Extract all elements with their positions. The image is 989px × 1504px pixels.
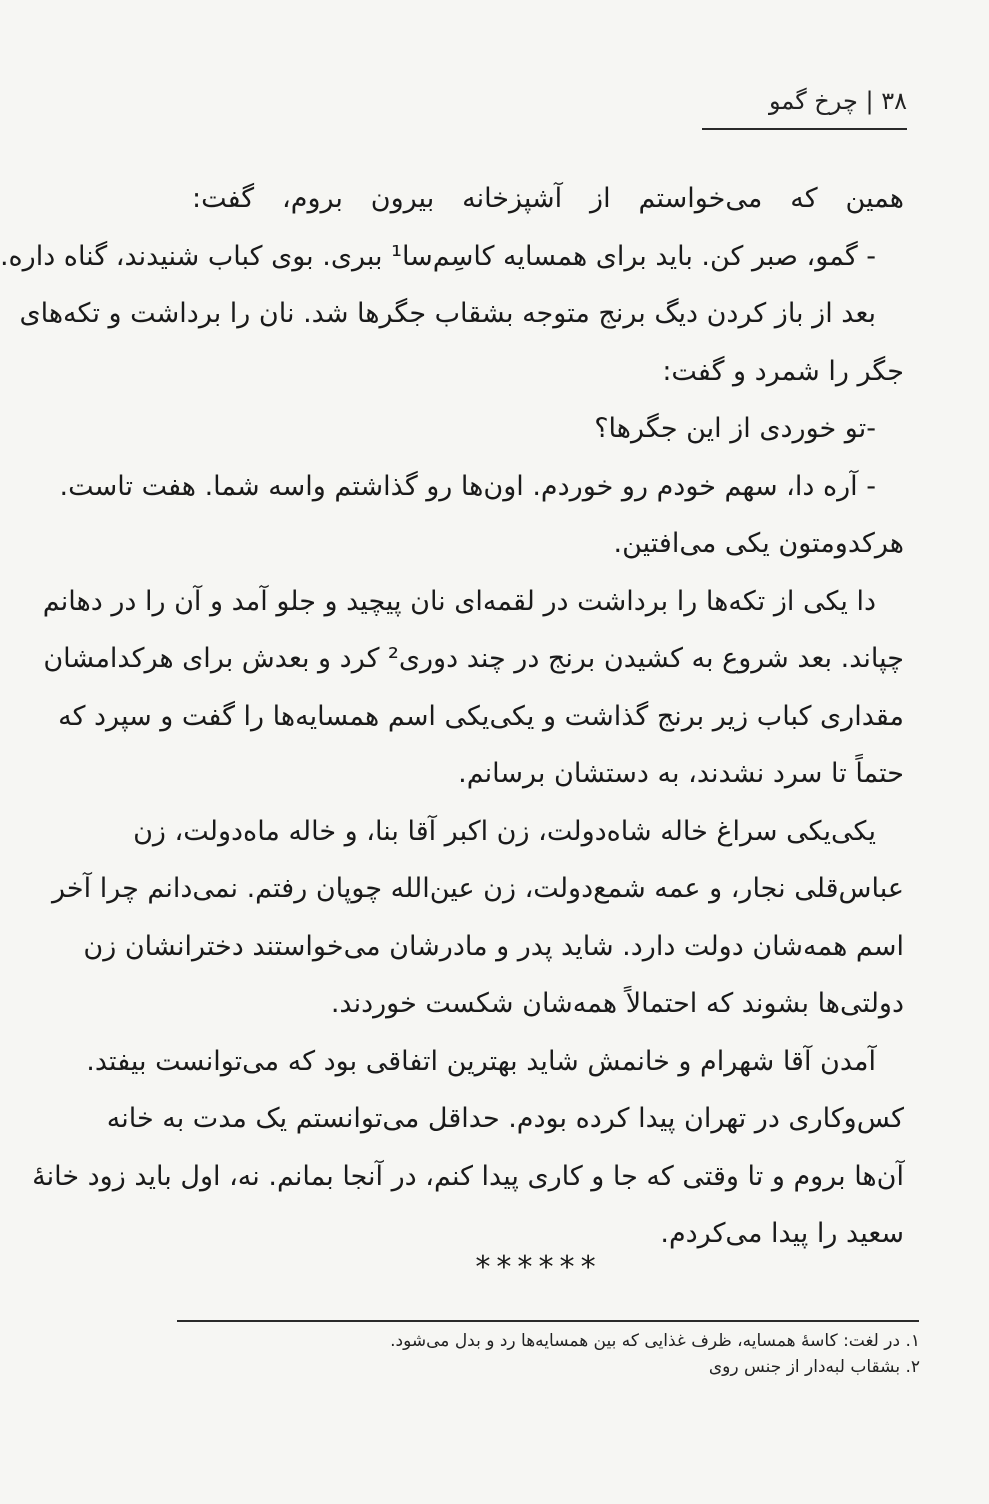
footnote-divider: [177, 1320, 919, 1322]
text-line: بعد از باز کردن دیگ برنج متوجه بشقاب جگرها شد. نان را برداشت و تکه‌های: [19, 298, 876, 329]
text-line: سعید را پیدا می‌کردم.: [660, 1218, 904, 1249]
text-line: همین که می‌خواستم از آشپزخانه بیرون بروم، گفت:: [192, 183, 904, 214]
text-line: عباس‌قلی نجار، و عمه شمع‌دولت، زن عین‌الله چوپان رفتم. نمی‌دانم چرا آخر: [52, 873, 904, 904]
text-line: حتماً تا سرد نشدند، به دستشان برسانم.: [458, 758, 904, 789]
text-line: دا یکی از تکه‌ها را برداشت در لقمه‌ای نان پیچید و جلو آمد و آن را در دهانم: [42, 585, 876, 617]
text-line: چپاند. بعد شروع به کشیدن برنج در چند دوری² کرد و بعدش برای هرکدامشان: [43, 643, 904, 674]
text-line: -تو خوردی از این جگرها؟: [594, 413, 876, 444]
footnote-2: ۲. بشقاب لبه‌دار از جنس روی: [708, 1357, 920, 1377]
footnote-1: ۱. در لغت: کاسهٔ همسایه، ظرف غذایی که بین همسایه‌ها رد و بدل می‌شود.: [390, 1331, 920, 1351]
text-line: مقداری کباب زیر برنج گذاشت و یکی‌یکی اسم همسایه‌ها را گفت و سپرد که: [58, 700, 904, 732]
text-line: آمدن آقا شهرام و خانمش شاید بهترین اتفاقی بود که می‌توانست بیفتد.: [86, 1045, 876, 1077]
text-line: - آره دا، سهم خودم رو خوردم. اون‌ها رو گذاشتم واسه شما. هفت تاست.: [59, 470, 876, 502]
text-line: - گمو، صبر کن. باید برای همسایه کاسِم‌سا¹ ببری. بوی کباب شنیدند، گناه داره.: [0, 240, 876, 272]
text-line: کس‌وکاری در تهران پیدا کرده بودم. حداقل می‌توانستم یک مدت به خانه: [106, 1103, 904, 1134]
section-separator: ******: [473, 1250, 601, 1285]
text-line: آن‌ها بروم و تا وقتی که جا و کاری پیدا کنم، در آنجا بمانم. نه، اول باید زود خانهٔ: [32, 1160, 904, 1192]
text-line: اسم همه‌شان دولت دارد. شاید پدر و مادرشان می‌خواستند دخترانشان زن: [83, 930, 904, 962]
text-line: هرکدومتون یکی می‌افتین.: [613, 528, 904, 559]
header-underline: [702, 128, 907, 130]
running-header: [697, 86, 907, 130]
text-line: جگر را شمرد و گفت:: [662, 355, 904, 387]
footnotes: [192, 1328, 920, 1380]
text-line: یکی‌یکی سراغ خاله شاه‌دولت، زن اکبر آقا بنا، و خاله ماه‌دولت، زن: [133, 815, 876, 847]
text-line: دولتی‌ها بشوند که احتمالاً همه‌شان شکست خوردند.: [330, 988, 904, 1019]
page-number-and-title: ۳۸ | چرخ گمو: [768, 87, 907, 115]
body-text: [0, 170, 904, 1263]
